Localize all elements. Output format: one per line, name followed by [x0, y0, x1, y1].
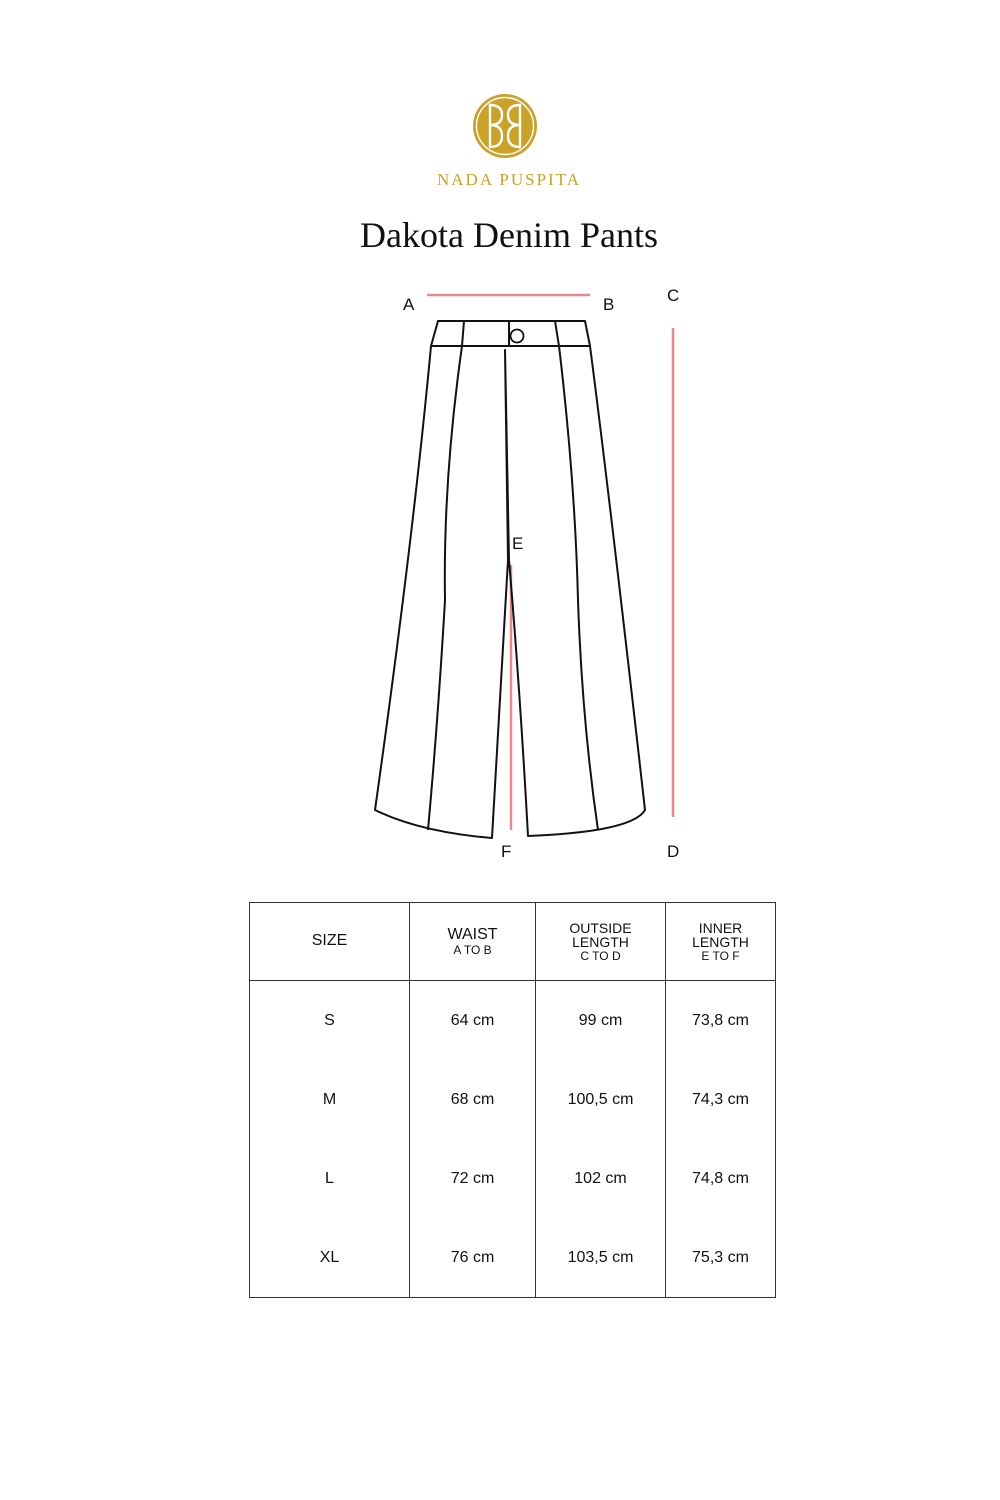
table-row [250, 981, 776, 1061]
header-outside-length [536, 903, 666, 981]
cell-size: L [250, 1139, 410, 1218]
point-d-label: D [667, 842, 680, 861]
cell-waist: 72 cm [410, 1139, 536, 1218]
cell-size: XL [250, 1218, 410, 1298]
point-b-label: B [603, 295, 615, 314]
cell-waist: 68 cm [410, 1060, 536, 1139]
cell-waist: 64 cm [410, 981, 536, 1061]
point-e-label: E [512, 534, 524, 553]
point-a-label: A [403, 295, 415, 314]
cell-inner-length: 73,8 cm [666, 981, 776, 1061]
header-size-label: SIZE [311, 932, 348, 950]
table-row [250, 1218, 776, 1298]
point-c-label: C [667, 286, 680, 305]
cell-waist: 76 cm [410, 1218, 536, 1298]
brand-name: NADA PUSPITA [436, 170, 582, 189]
cell-inner-length: 75,3 cm [666, 1218, 776, 1298]
cell-outside-length: 103,5 cm [536, 1218, 666, 1298]
header-inner-line1: INNER [698, 919, 743, 936]
cell-outside-length: 102 cm [536, 1139, 666, 1218]
cell-outside-length: 100,5 cm [536, 1060, 666, 1139]
size-chart-header-row [250, 903, 776, 981]
point-f-label: F [501, 842, 512, 861]
header-outside-line2: LENGTH [572, 934, 629, 951]
cell-size: M [250, 1060, 410, 1139]
size-chart-table [249, 902, 776, 1298]
waist-button [511, 330, 524, 343]
header-inner-length [666, 903, 776, 981]
header-size [250, 903, 410, 981]
cell-inner-length: 74,8 cm [666, 1139, 776, 1218]
header-outside-sub: C TO D [580, 948, 621, 963]
header-waist-label: WAIST [447, 925, 498, 943]
header-outside-line1: OUTSIDE [569, 919, 632, 936]
product-title: Dakota Denim Pants [360, 215, 658, 255]
header-inner-sub: E TO F [701, 948, 740, 963]
cell-inner-length: 74,3 cm [666, 1060, 776, 1139]
cell-size: S [250, 981, 410, 1061]
table-row [250, 1060, 776, 1139]
header-inner-line2: LENGTH [692, 934, 749, 951]
table-row [250, 1139, 776, 1218]
header-waist-sub: A TO B [453, 942, 492, 957]
header-waist [410, 903, 536, 981]
cell-outside-length: 99 cm [536, 981, 666, 1061]
